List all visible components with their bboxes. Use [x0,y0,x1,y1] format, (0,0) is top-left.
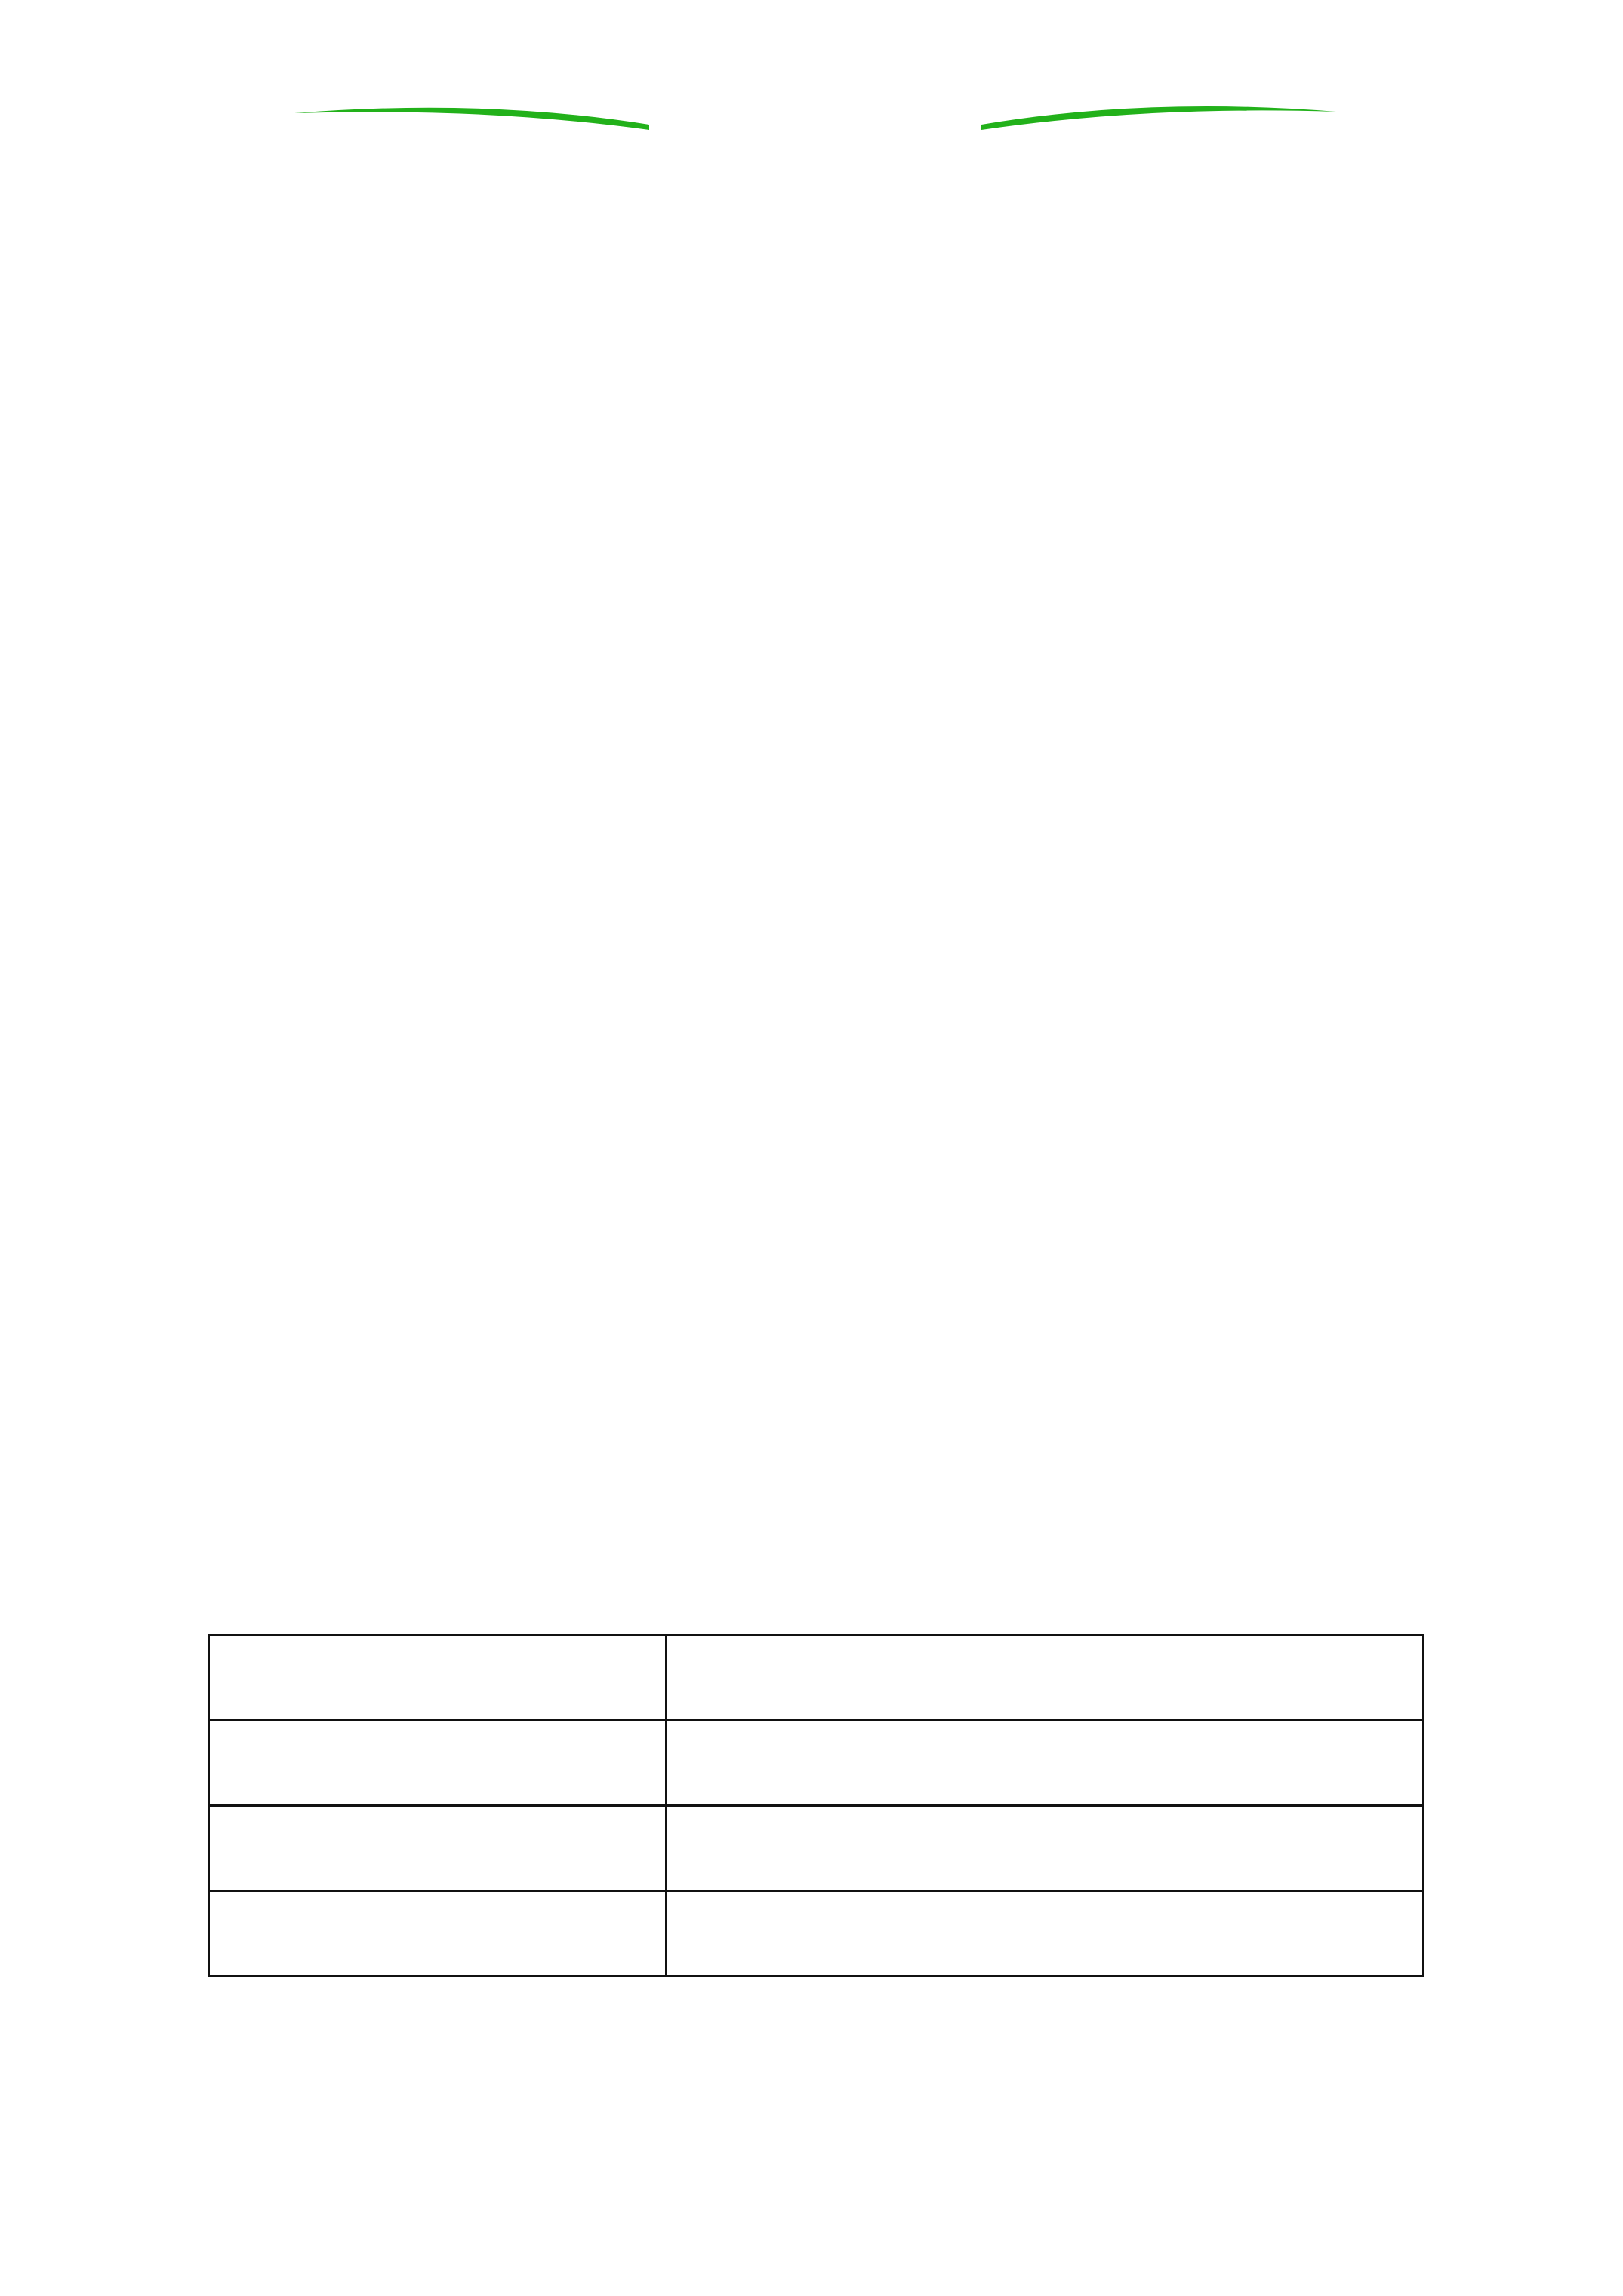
question-9-option-d [223,348,1412,407]
table-cell-value [667,1806,1424,1891]
question-9-option-a [223,171,1412,230]
document-body [223,162,1412,416]
table-cell-key [209,1891,667,1977]
table-row [209,1806,1424,1891]
question-10-1-stem [223,1999,1412,2057]
table-cell-value [667,1721,1424,1806]
table-row [209,1721,1424,1806]
page-footer [0,2114,1623,2152]
table-cell-key [209,1635,667,1721]
question-10-part-1 [223,1999,1412,2116]
table-cell-key [209,1721,667,1806]
page-header [294,91,1336,159]
table-cell-value [667,1635,1424,1721]
table-row [209,1891,1424,1977]
table-cell-key [209,1806,667,1891]
table-cell-value [667,1891,1424,1977]
table-row [209,1635,1424,1721]
question-10-1-options [223,2057,1412,2116]
question-9-option-b [223,230,1412,289]
question-9-option-c [223,289,1412,348]
header-swoosh-icon [294,91,1336,159]
iodized-salt-table [208,1634,1424,1977]
